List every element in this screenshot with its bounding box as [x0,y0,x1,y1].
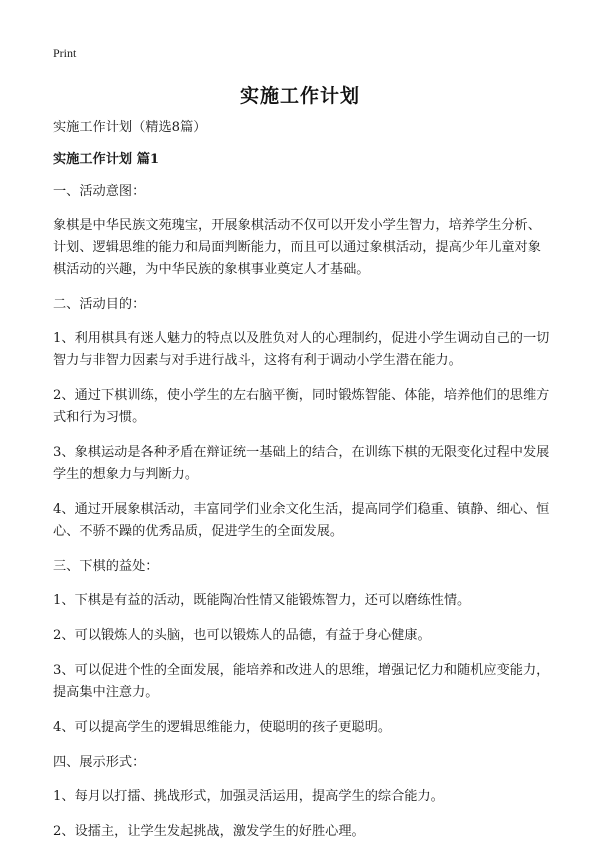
benefit-item: 3、可以促进个性的全面发展，能培养和改进人的思维，增强记忆力和随机应变能力，提高集中注意力。 [53,663,550,700]
section-title: 实施工作计划 篇1 [53,152,160,167]
heading-forms: 四、展示形式： [53,755,146,770]
heading-benefits: 三、下棋的益处： [53,559,159,574]
form-item: 2、设擂主，让学生发起挑战，激发学生的好胜心理。 [53,824,365,839]
print-link[interactable]: Print [53,46,77,60]
benefit-item: 4、可以提高学生的逻辑思维能力，使聪明的孩子更聪明。 [53,720,392,735]
goal-item: 3、象棋运动是各种矛盾在辩证统一基础上的结合，在训练下棋的无限变化过程中发展学生的想象力与判断力。 [53,445,550,482]
document-title: 实施工作计划 [239,85,360,107]
benefit-item: 2、可以锻炼人的头脑，也可以锻炼人的品德，有益于身心健康。 [53,628,431,643]
heading-intent: 一、活动意图： [53,184,146,199]
goal-item: 4、通过开展象棋活动，丰富同学们业余文化生活，提高同学们稳重、镇静、细心、恒心、不骄不躁的优秀品质，促进学生的全面发展。 [53,502,550,539]
goal-item: 1、利用棋具有迷人魅力的特点以及胜负对人的心理制约，促进小学生调动自己的一切智力与非智力因素与对手进行战斗，这将有利于调动小学生潜在能力。 [53,331,550,368]
document-body [53,117,553,856]
paragraph-intent: 象棋是中华民族文苑瑰宝，开展象棋活动不仅可以开发小学生智力，培养学生分析、计划、逻辑思维的能力和局面判断能力，而且可以通过象棋活动，提高少年儿童对象棋活动的兴趣，为中华民族的象棋事业奠定人才基础。 [53,218,541,277]
benefit-item: 1、下棋是有益的活动，既能陶冶性情又能锻炼智力，还可以磨练性情。 [53,593,471,608]
form-item: 1、每月以打擂、挑战形式，加强灵活运用，提高学生的综合能力。 [53,789,444,804]
goal-item: 2、通过下棋训练，使小学生的左右脑平衡，同时锻炼智能、体能，培养他们的思维方式和行为习惯。 [53,388,550,425]
heading-goals: 二、活动目的： [53,297,146,312]
document-subtitle: 实施工作计划（精选8篇） [53,120,207,135]
